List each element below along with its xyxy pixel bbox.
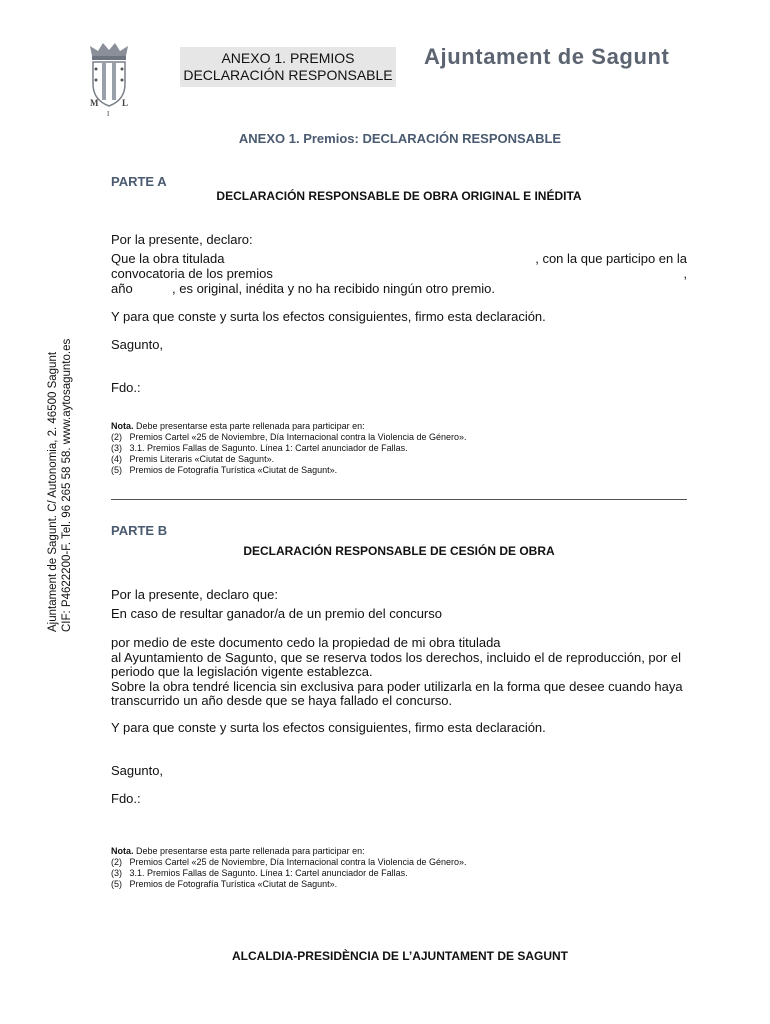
logo-letter-m: M <box>90 98 99 108</box>
part-b-line3: al Ayuntamiento de Sagunto, que se reserva todos los derechos, incluido el de reproducción, por el <box>111 650 681 665</box>
part-b-note-item: (3) 3.1. Premios Fallas de Sagunto. Línea 1: Cartel anunciador de Fallas. <box>111 868 408 878</box>
part-b-title: DECLARACIÓN RESPONSABLE DE CESIÓN DE OBRA <box>243 544 555 558</box>
part-b-note <box>111 846 467 890</box>
part-b-note-label: Nota. <box>111 846 134 856</box>
part-b-closing: Y para que conste y surta los efectos consiguientes, firmo esta declaración. <box>111 720 546 735</box>
brand-title: Ajuntament de Sagunt <box>424 44 670 69</box>
part-a-note-label: Nota. <box>111 421 134 431</box>
part-a-title: DECLARACIÓN RESPONSABLE DE OBRA ORIGINAL E INÉDITA <box>216 189 582 203</box>
side-address-line1: Ajuntament de Sagunt. C/ Autonomia, 2. 46500 Sagunt <box>47 351 59 632</box>
logo-letter-i: I <box>107 110 110 118</box>
part-b-line1: En caso de resultar ganador/a de un premio del concurso <box>111 606 442 621</box>
side-address-line2: CIF: P4622200-F. Tel. 96 265 58 58. www.aytosagunto.es <box>61 338 73 632</box>
part-a-line3-left: año <box>111 281 133 296</box>
part-a-label: PARTE A <box>111 174 167 189</box>
part-b-line2: por medio de este documento cedo la propiedad de mi obra titulada <box>111 635 501 650</box>
part-a-line1-left: Que la obra titulada <box>111 251 225 266</box>
part-a-line3-rest: , es original, inédita y no ha recibido ningún otro premio. <box>172 281 496 296</box>
annex-header-line2: DECLARACIÓN RESPONSABLE <box>183 67 393 83</box>
part-a-note-header <box>111 421 467 432</box>
logo-letter-l: L <box>122 98 129 108</box>
annex-header-box <box>180 47 396 87</box>
part-b-note-item: (2) Premios Cartel «25 de Noviembre, Día Internacional contra la Violencia de Género». <box>111 857 467 867</box>
document-title: ANEXO 1. Premios: DECLARACIÓN RESPONSABLE <box>238 131 562 146</box>
part-a-line2-right: , <box>683 266 687 281</box>
coat-of-arms-logo <box>84 40 134 118</box>
part-b-intro: Por la presente, declaro que: <box>111 587 278 602</box>
side-address-text <box>46 339 74 632</box>
part-a-note-item: (3) 3.1. Premios Fallas de Sagunto. Línea 1: Cartel anunciador de Fallas. <box>111 443 408 453</box>
part-a-note-item: (5) Premios de Fotografía Turística «Ciutat de Sagunt». <box>111 465 338 475</box>
part-b-line6: transcurrido un año desde que se haya fallado el concurso. <box>111 693 453 708</box>
part-a-place: Sagunto, <box>111 337 164 352</box>
part-b-line5: Sobre la obra tendré licencia sin exclusiva para poder utilizarla en la forma que desee cuando haya <box>111 679 683 694</box>
footer-office: ALCALDIA-PRESIDÈNCIA DE L’AJUNTAMENT DE SAGUNT <box>231 949 568 963</box>
part-a-signature: Fdo.: <box>111 380 141 395</box>
part-b-signature: Fdo.: <box>111 791 141 806</box>
part-a-note-item: (4) Premis Literaris «Ciutat de Sagunt». <box>111 454 275 464</box>
part-a-closing: Y para que conste y surta los efectos consiguientes, firmo esta declaración. <box>111 309 546 324</box>
part-b-label: PARTE B <box>111 523 168 538</box>
section-divider <box>111 499 687 500</box>
part-b-line4: periodo que la legislación vigente establezca. <box>111 664 373 679</box>
part-a-note-text: Debe presentarse esta parte rellenada para participar en: <box>136 421 365 431</box>
annex-header-line1: ANEXO 1. PREMIOS <box>221 50 355 66</box>
part-b-note-header <box>111 846 467 857</box>
part-b-note-item: (5) Premios de Fotografía Turística «Ciutat de Sagunt». <box>111 879 338 889</box>
part-b-place: Sagunto, <box>111 763 164 778</box>
part-a-line2-left: convocatoria de los premios <box>111 266 273 281</box>
part-a-line1-right: , con la que participo en la <box>535 251 687 266</box>
part-a-intro: Por la presente, declaro: <box>111 232 253 247</box>
part-a-note <box>111 421 467 476</box>
part-a-note-item: (2) Premios Cartel «25 de Noviembre, Día Internacional contra la Violencia de Género». <box>111 432 467 442</box>
part-b-note-text: Debe presentarse esta parte rellenada para participar en: <box>136 846 365 856</box>
